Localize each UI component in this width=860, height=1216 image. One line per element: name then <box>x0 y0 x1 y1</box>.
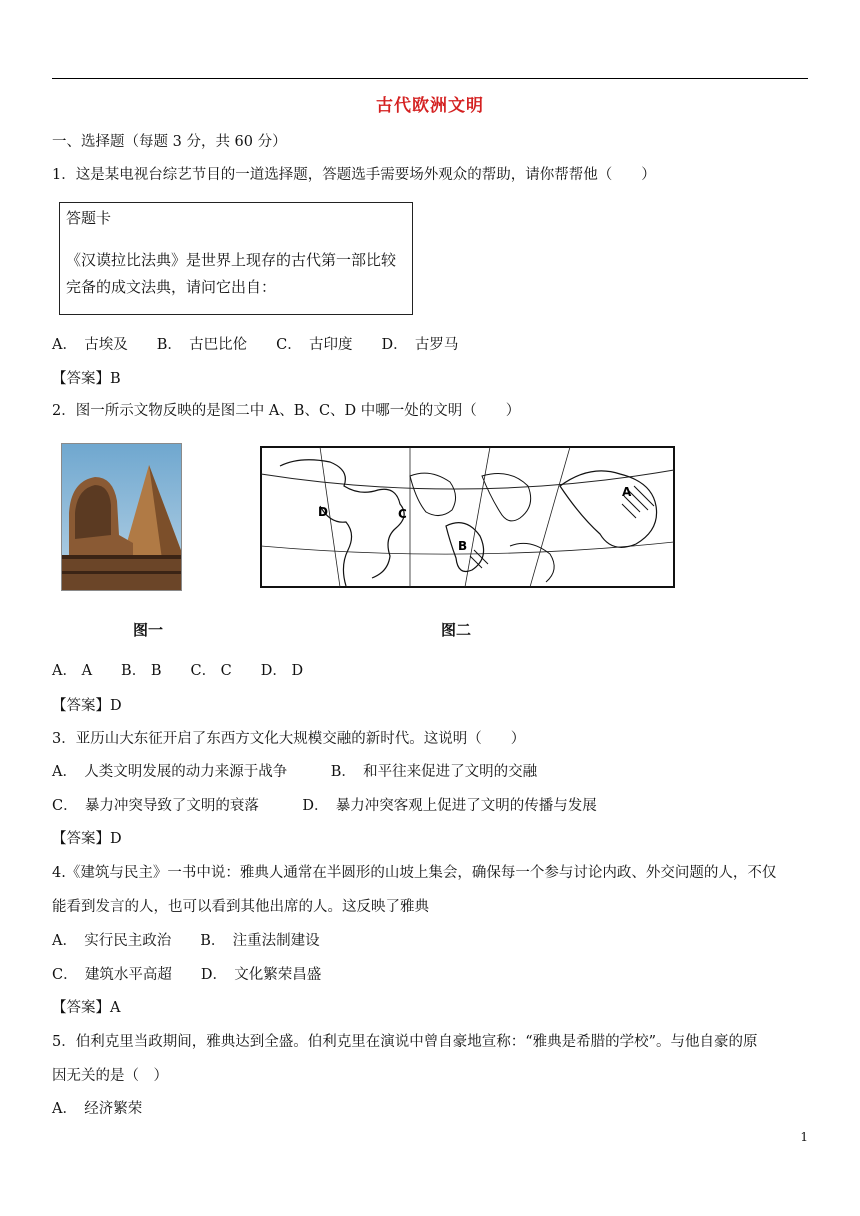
q2-stem: 2．图一所示文物反映的是图二中 A、B、C、D 中哪一处的文明（ ） <box>52 403 521 419</box>
q2-options: A． A B． B C． C D． D <box>52 663 304 679</box>
map-label-c: C <box>398 507 407 521</box>
q3-options-row2: C． 暴力冲突导致了文明的衰落 D． 暴力冲突客观上促进了文明的传播与发展 <box>52 798 597 814</box>
section-heading: 一、选择题（每题 3 分，共 60 分） <box>52 134 287 150</box>
q4-options-row2: C． 建筑水平高超 D． 文化繁荣昌盛 <box>52 967 322 983</box>
map-label-b: B <box>458 539 468 553</box>
figure-one-caption: 图一 <box>133 621 164 639</box>
map-label-a: A <box>622 485 632 499</box>
q1-answer: 【答案】B <box>52 371 121 387</box>
q3-stem: 3．亚历山大东征开启了东西方文化大规模交融的新时代。这说明（ ） <box>52 731 526 747</box>
page-number: 1 <box>800 1130 808 1144</box>
q1-options: A． 古埃及 B． 古巴比伦 C． 古印度 D． 古罗马 <box>52 337 459 353</box>
q4-answer: 【答案】A <box>52 1000 121 1016</box>
q3-options-row1: A． 人类文明发展的动力来源于战争 B． 和平往来促进了文明的交融 <box>52 764 538 780</box>
q5-stem-line2: 因无关的是（ ） <box>52 1068 168 1084</box>
answer-card <box>59 202 413 315</box>
pyramid-sphinx-photo <box>61 443 182 591</box>
header-rule <box>52 78 808 79</box>
q5-option-a: A． 经济繁荣 <box>52 1101 143 1117</box>
q4-stem-line1: 4.《建筑与民主》一书中说：雅典人通常在半圆形的山坡上集会，确保每一个参与讨论内政、外交问题的人，不仅 <box>52 865 777 881</box>
figure-two-caption: 图二 <box>441 621 472 639</box>
ancient-civilizations-map <box>260 446 675 588</box>
answer-card-title: 答题卡 <box>66 209 112 227</box>
q4-stem-line2: 能看到发言的人，也可以看到其他出席的人。这反映了雅典 <box>52 899 429 915</box>
q4-options-row1: A． 实行民主政治 B． 注重法制建设 <box>52 933 320 949</box>
q2-answer: 【答案】D <box>52 698 122 714</box>
q3-answer: 【答案】D <box>52 831 122 847</box>
q1-stem: 1．这是某电视台综艺节目的一道选择题，答题选手需要场外观众的帮助，请你帮帮他（ ） <box>52 167 656 183</box>
q5-stem-line1: 5．伯利克里当政期间，雅典达到全盛。伯利克里在演说中曾自豪地宣称：“雅典是希腊的学校”。与他自豪的原 <box>52 1034 758 1050</box>
map-label-d: D <box>318 505 328 519</box>
answer-card-text: 《汉谟拉比法典》是世界上现存的古代第一部比较完备的成文法典，请问它出自： <box>66 251 397 296</box>
page-title: 古代欧洲文明 <box>376 96 484 116</box>
